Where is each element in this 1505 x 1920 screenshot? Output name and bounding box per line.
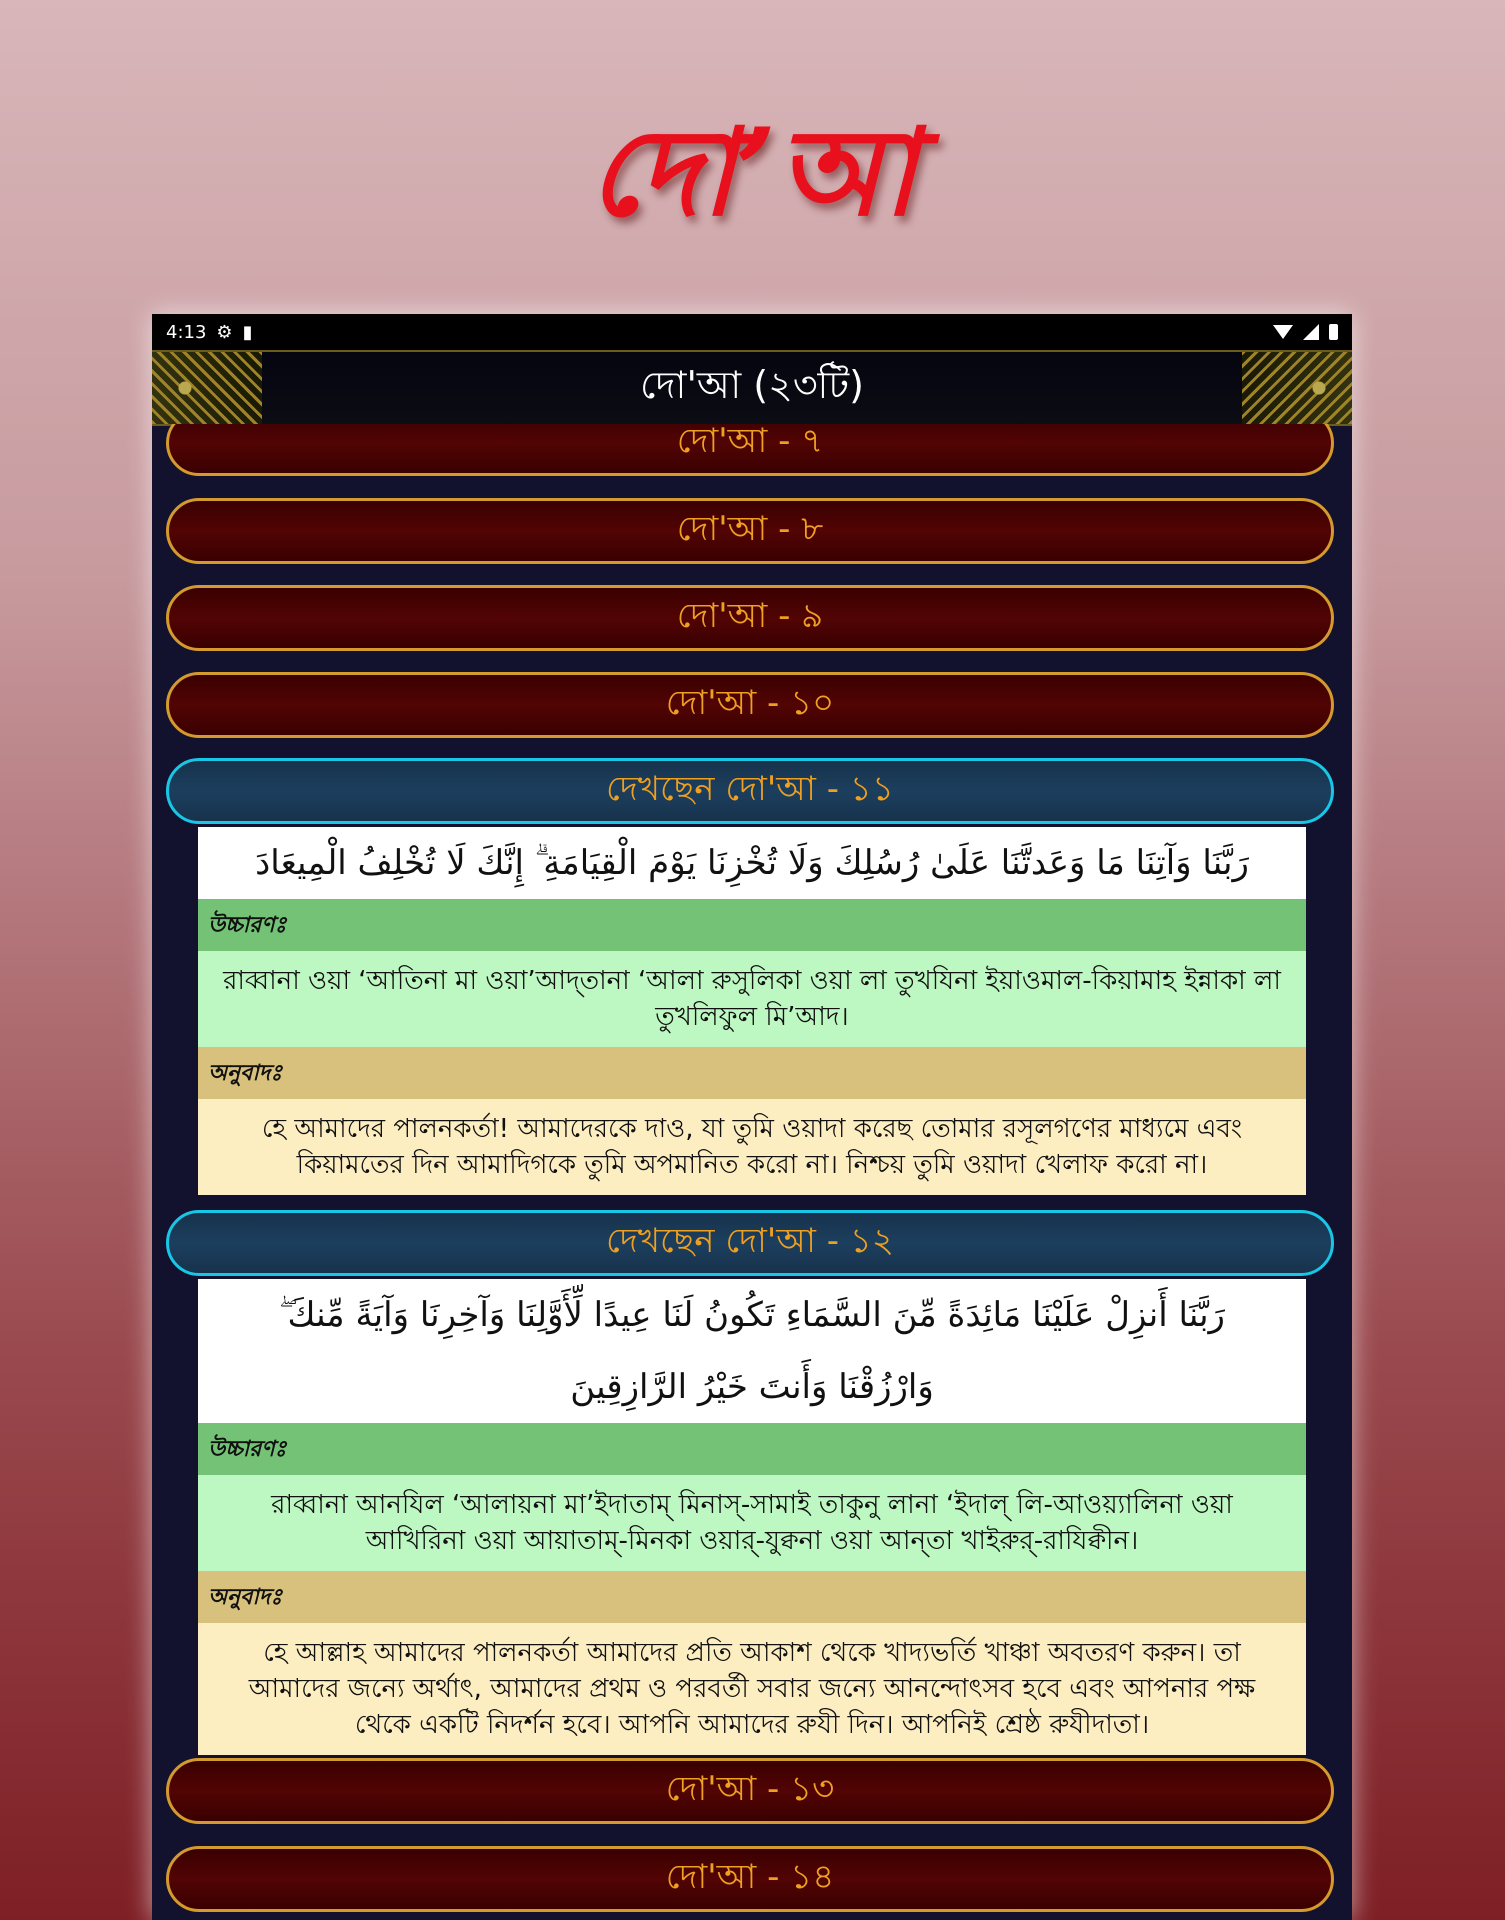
translation-text: হে আমাদের পালনকর্তা! আমাদেরকে দাও, যা তুমি ওয়াদা করেছ তোমার রসূলগণের মাধ্যমে এবং কিয়ামতের দিন আমাদিগকে তুমি অপমানিত করো না। নিশ্চয় তুমি ওয়াদা খেলাফ করো না। <box>198 1099 1306 1195</box>
status-time: 4:13 <box>166 321 207 343</box>
dua-item-8[interactable]: দো'আ - ৮ <box>166 498 1334 564</box>
dua-11-detail <box>198 827 1306 1195</box>
ornament-right-icon <box>1242 352 1352 424</box>
app-title: দো'আ (২৩টি) <box>640 363 864 407</box>
settings-icon: ⚙ <box>216 321 233 343</box>
dua-item-7[interactable]: দো'আ - ৭ <box>166 424 1334 476</box>
dua-list[interactable] <box>152 424 1352 1920</box>
translation-text: হে আল্লাহ আমাদের পালনকর্তা আমাদের প্রতি আকাশ থেকে খাদ্যভর্তি খাঞ্চা অবতরণ করুন। তা আমাদের জন্যে অর্থাৎ, আমাদের প্রথম ও পরবর্তী সবার জন্যে আনন্দোৎসব হবে এবং আপনার পক্ষ থেকে একটি নিদর্শন হবে। আপনি আমাদের রুযী দিন। আপনিই শ্রেষ্ঠ রুযীদাতা। <box>198 1623 1306 1755</box>
pronunciation-text: রাব্বানা আনযিল ‘আলায়না মা’ইদাতাম্‌ মিনাস্‌-সামাই তাকুনু লানা ‘ইদাল্‌ লি-আওয়্যালিনা ওয়া আখিরিনা ওয়া আয়াতাম্‌-মিনকা ওয়ার্‌-যুক্বনা ওয়া আন্‌তা খাইরুর্‌-রাযিক্বীন। <box>198 1475 1306 1571</box>
dua-item-10[interactable]: দো'আ - ১০ <box>166 672 1334 738</box>
dua-item-9[interactable]: দো'আ - ৯ <box>166 585 1334 651</box>
device-screen <box>152 314 1352 1920</box>
pronunciation-text: রাব্বানা ওয়া ‘আতিনা মা ওয়া’আদ্‌তানা ‘আলা রুসুলিকা ওয়া লা তুখযিনা ইয়াওমাল-কিয়ামাহ ইন্নাকা লা তুখলিফুল মি’আদ। <box>198 951 1306 1047</box>
signal-icon <box>1303 324 1319 340</box>
dua-item-14[interactable]: দো'আ - ১৪ <box>166 1846 1334 1912</box>
promo-title: দো’আ <box>588 102 917 243</box>
pronunciation-label: উচ্চারণঃ <box>198 1423 1306 1475</box>
dua-item-11-expanded-header[interactable]: দেখছেন দো'আ - ১১ <box>166 758 1334 824</box>
status-bar <box>152 314 1352 350</box>
ornament-left-icon <box>152 352 262 424</box>
dua-item-13[interactable]: দো'আ - ১৩ <box>166 1758 1334 1824</box>
arabic-text: رَبَّنَا وَآتِنَا مَا وَعَدتَّنَا عَلَىٰ رُسُلِكَ وَلَا تُخْزِنَا يَوْمَ الْقِيَامَةِ ۗ إِنَّكَ لَا تُخْلِفُ الْمِيعَادَ <box>198 827 1306 899</box>
app-bar <box>152 350 1352 426</box>
wifi-icon <box>1273 325 1293 339</box>
dua-item-12-expanded-header[interactable]: দেখছেন দো'আ - ১২ <box>166 1210 1334 1276</box>
sd-card-icon: ▮ <box>242 321 253 343</box>
translation-label: অনুবাদঃ <box>198 1571 1306 1623</box>
arabic-text: رَبَّنَا أَنزِلْ عَلَيْنَا مَائِدَةً مِّنَ السَّمَاءِ تَكُونُ لَنَا عِيدًا لِّأَوَّلِنَا وَآخِرِنَا وَآيَةً مِّنكَ ۖ وَارْزُقْنَا وَأَنتَ خَيْرُ الرَّازِقِينَ <box>198 1279 1306 1423</box>
translation-label: অনুবাদঃ <box>198 1047 1306 1099</box>
pronunciation-label: উচ্চারণঃ <box>198 899 1306 951</box>
battery-icon <box>1329 324 1338 340</box>
dua-12-detail <box>198 1279 1306 1755</box>
